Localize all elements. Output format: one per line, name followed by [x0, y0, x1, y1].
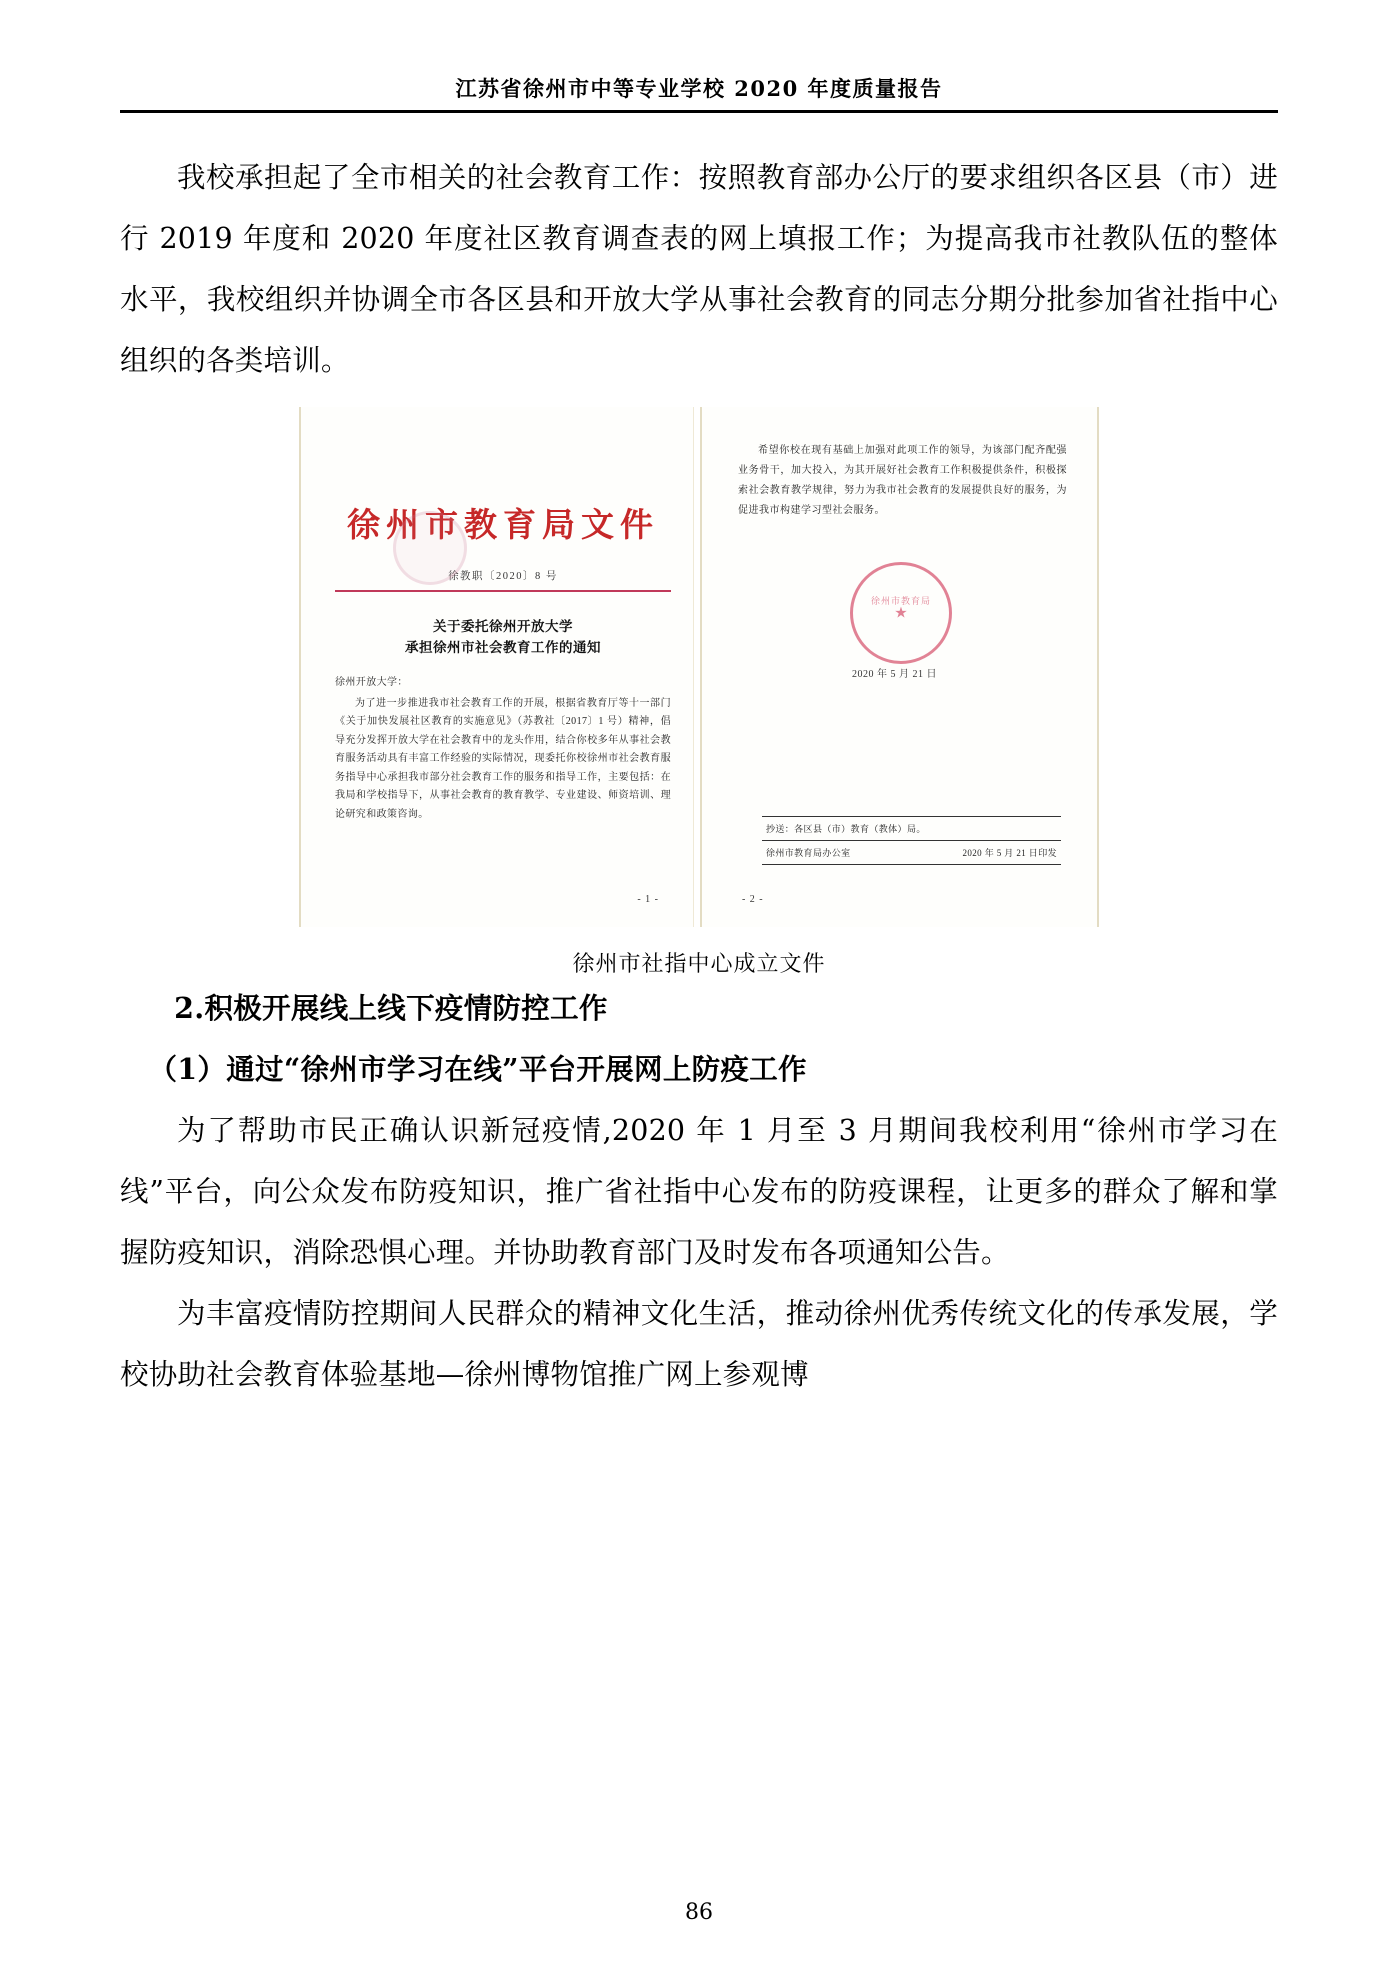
scan-page-right	[700, 407, 1099, 927]
page-number: 86	[685, 1900, 713, 1925]
scan-left-body	[335, 674, 671, 824]
heading-section-2-1: （1）通过“徐州市学习在线”平台开展网上防疫工作	[148, 1052, 807, 1087]
scan-doc-title-line1: 关于委托徐州开放大学	[433, 619, 573, 635]
seal-date: 2020 年 5 月 21 日	[851, 669, 937, 681]
figure-scanned-document	[120, 407, 1278, 927]
scan-doc-title-line2: 承担徐州市社会教育工作的通知	[405, 640, 601, 656]
seal-text: 徐州市教育局	[870, 596, 931, 607]
paragraph-1: 我校承担起了全市相关的社会教育工作：按照教育部办公厅的要求组织各区县（市）进行 2019 年度和 2020 年度社区教育调查表的网上填报工作；为提高我市社教队伍的整体水平，我校组织并协调全市各区县和开放大学从事社会教育的同志分期分批参加省社指中心组织的各类培训。	[120, 161, 1278, 378]
seal-star-icon: ★	[894, 605, 908, 622]
paragraph-2: 为了帮助市民正确认识新冠疫情,2020 年 1 月至 3 月期间我校利用“徐州市学习在线”平台，向公众发布防疫知识，推广省社指中心发布的防疫课程，让更多的群众了解和掌握防疫知识，消除恐惧心理。并协助教育部门及时发布各项通知公告。	[120, 1114, 1278, 1270]
scan-footer-office-row	[762, 841, 1061, 864]
scan-right-paragraph: 希望你校在现有基础上加强对此项工作的领导，为该部门配齐配强业务骨干，加大投入，为其开展好社会教育工作积极提供条件，积极探索社会教育教学规律，努力为我市社会教育的发展提供良好的服务，为促进我市构建学习型社会服务。	[737, 445, 1068, 517]
scan-left-paragraph: 为了进一步推进我市社会教育工作的开展，根据省教育厅等十一部门《关于加快发展社区教育的实施意见》（苏教社〔2017〕1 号）精神，倡导充分发挥开放大学在社会教育中的龙头作用，结合你校多年从事社会教育服务活动具有丰富工作经验的实际情况，现委托你校徐州市社会教育服务指导中心承担我市部分社会教育工作的服务和指导工作，主要包括：在我局和学校指导下，从事社会教育的教育教学、专业建设、师资培训、理论研究和政策咨询。	[335, 697, 671, 820]
scan-footer-office: 徐州市教育局办公室	[765, 848, 851, 859]
official-seal-icon	[850, 562, 952, 664]
scan-left-page-mark: - 1 -	[637, 894, 659, 906]
heading-section-2: 2.积极开展线上线下疫情防控工作	[174, 991, 608, 1026]
header-title: 江苏省徐州市中等专业学校 2020 年度质量报告	[455, 76, 943, 101]
scan-footer-table	[762, 816, 1061, 865]
scan-red-rule	[335, 590, 671, 592]
paragraph-3: 为丰富疫情防控期间人民群众的精神文化生活，推动徐州优秀传统文化的传承发展，学校协助社会教育体验基地—徐州博物馆推广网上参观博	[120, 1297, 1278, 1392]
scan-salutation: 徐州开放大学：	[335, 677, 408, 689]
scan-right-body	[738, 441, 1067, 521]
scan-right-page-mark: - 2 -	[741, 894, 764, 906]
scan-doc-title	[335, 616, 671, 658]
scan-footer-print-date: 2020 年 5 月 21 日印发	[962, 848, 1058, 859]
scan-red-title: 徐州市教育局文件	[347, 505, 659, 545]
scan-doc-number: 徐教职〔2020〕8 号	[448, 571, 558, 583]
figure-caption: 徐州市社指中心成立文件	[572, 952, 826, 978]
document-body	[120, 113, 1278, 1405]
scan-container	[299, 407, 1099, 927]
page-header	[120, 0, 1278, 113]
scan-page-left	[299, 407, 694, 927]
scan-footer-cc-row	[762, 817, 1061, 841]
faint-seal-icon	[393, 511, 467, 585]
scan-footer-cc: 抄送：各区县（市）教育（教体）局。	[765, 824, 926, 835]
